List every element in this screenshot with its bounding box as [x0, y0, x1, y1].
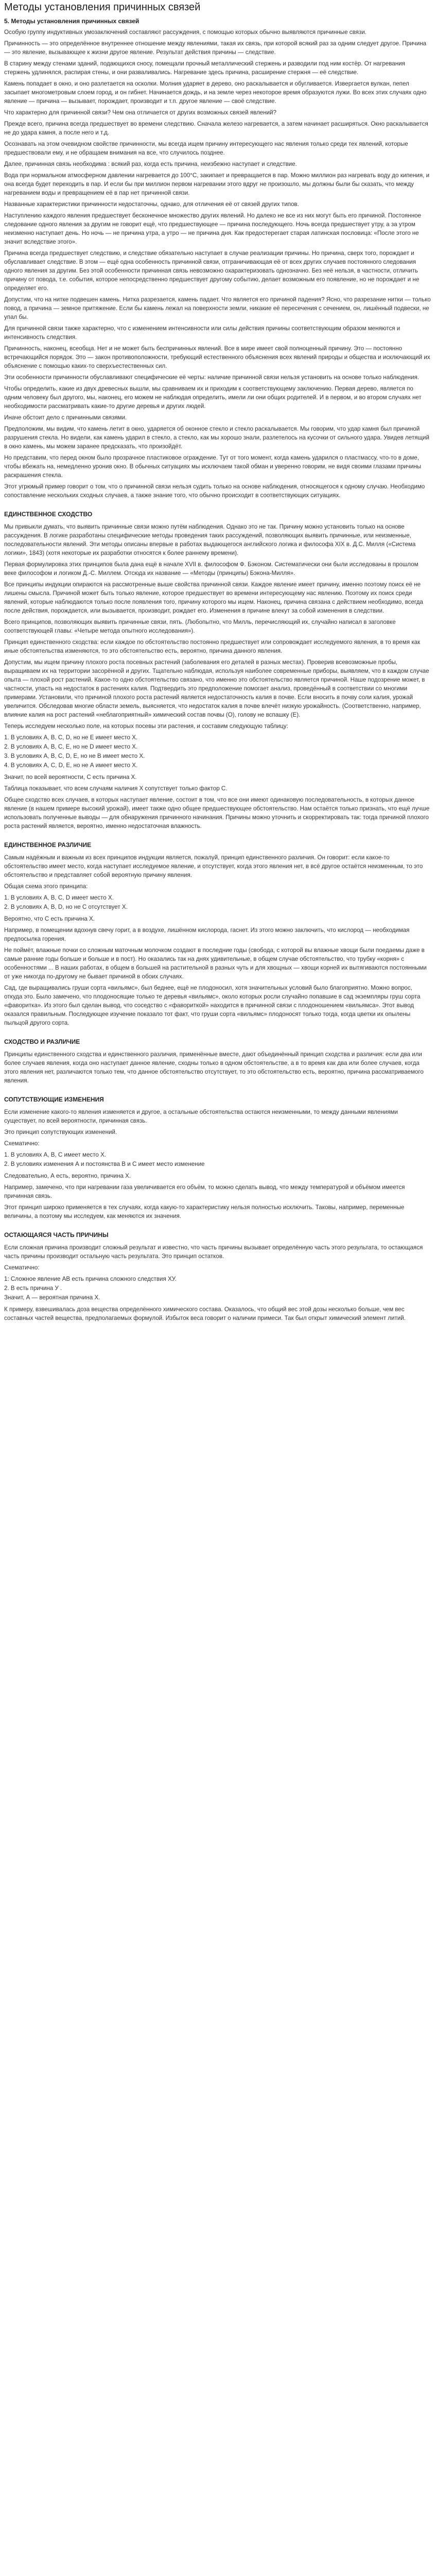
paragraph: Этот принцип широко применяется в тех случаях, когда какую-то характеристику нельзя полностью исключить. Таковы, например, переменные величины, а поэтому мы исследуем, как меняются их значения. [4, 1204, 405, 1219]
paragraph: Это принцип сопутствующих изменений. [4, 1129, 117, 1136]
paragraph: Эти особенности причинности обуславливают специфические её черты: наличие причинной связи нельзя установить на основе только наблюдения. [4, 374, 420, 381]
paragraph: В старину между стенами зданий, подающихся сносу, помещали прочный металлический стержень и разводили под ним костёр. От нагревания стержень удлинялся, распирая стены, и они разваливались. Нагревание здесь причина, расширение стержня — её следствие. [4, 60, 405, 76]
list-item: 2. В есть причина У . [4, 1285, 62, 1292]
paragraph: Допустим, что на нитке подвешен камень. Нитка разрезается, камень падает. Что является его причиной падения? Ясно, что разрезание нитки — только повод, а причина — земное притяжение. Если бы камень лежал на поверхности земли, никакие её пересечения с сечением, он, лишённый подвески, не упал бы. [4, 296, 431, 320]
article-body [4, 28, 432, 1323]
paragraph: Предположим, мы видим, что камень летит в окно, ударяется об оконное стекло и стекло раскалывается. Мы говорим, что удар камня был причиной разрушения стекла. Но видели, как камень ударил в стекло, а стекло, как мы хорошо знали, разлетелось на кусочки от сильного удара. Увидев летящий в окно камень, мы можем заранее предсказать, что произойдёт. [4, 426, 429, 450]
paragraph: Схематично: [4, 1140, 40, 1147]
list-item: 2. В условиях А, В, D, но не С отсутствует Х. [4, 904, 128, 910]
paragraph: Теперь исследуем несколько поле, на которых посевы эти растения, и составим следующую таблицу: [4, 723, 288, 730]
paragraph: Всего принципов, позволяющих выявить причинные связи, пять. (Любопытно, что Милль, перечисляющий их, случайно написал в заголовке соответствующей главы: «Четыре метода опытного исследования»). [4, 619, 396, 634]
paragraph: Все принципы индукции опираются на рассмотренные выше свойства причинной связи. Каждое явление имеет причину, именно поэтому поиск её не лишены смысла. Причиной может быть только явление, которое предшествует во времени интересующему нас явлению. Поэтому их поиск среди явлений, которые наблюдаются только после появления того, причину которого мы ищем. Наконец, причина связана с действием необходимо, всегда после действия, порождается, или вызывается, производит, рождает его. Изменения в причине влекут за собой изменения в следствии. [4, 581, 423, 614]
paragraph: Общее сходство всех случаев, в которых наступает явление, состоит в том, что все они имеют одинаковую последовательность, в которых данное явление (в нашем примере высокий урожай), имеет также одно общее предшествующее обстоятельство. Нам остаётся только признать, что ещё лучше использовать полученные выводы — для обнаружения причинного начинания. Причины можно уточнить и скорректировать так: тогда причиной плохого роста растений является, вероятно, именно недостаточная влажность. [4, 796, 430, 829]
paragraph: Названные характеристики причинности недостаточны, однако, для отличения её от связей других типов. [4, 201, 299, 208]
paragraph: Причинность — это определённое внутреннее отношение между явлениями, такая их связь, при которой всякий раз за одним следует другое. Причина — это явление, вызывающее к жизни другое явление. Результат действия причины — следствие. [4, 40, 427, 56]
paragraph: Вероятно, что С есть причина Х. [4, 916, 95, 922]
paragraph: Если сложная причина производит сложный результат и известно, что часть причины вызывает определённую часть этого результата, то остающаяся часть причины производит остальную часть результата. Это принцип остатков. [4, 1244, 423, 1260]
paragraph: Например, замечено, что при нагревании газа увеличивается его объём, то можно сделать вывод, что между температурой и объёмом имеется причинная связь. [4, 1184, 405, 1199]
paragraph: Принцип единственного сходства: если каждое по обстоятельство постоянно предшествует или сопровождает исследуемого явления, в то время как иные обстоятельства изменяются, то это обстоятельство есть, вероятно, причина данного явления. [4, 639, 421, 654]
paragraph: Что характерно для причинной связи? Чем она отличается от других возможных связей явлений? [4, 109, 277, 116]
paragraph: Причинность, наконец, всеобща. Нет и не может быть беспричинных явлений. Все в мире имеет свой полноценный причину. Это — постоянно встречающийся порядок. Это — закон противоположности, требующий естественного объяснения всех явлений природы и общества и исключающий их объяснение с помощью каких-то сверхъестественных сил. [4, 345, 430, 369]
paragraph: Не поймёт, влажные почки со сложным маточным молочком создают в последние годы (свобода, с которой вы влажные хвощи были поедаемы даже в самые ранние годы больше и больше и в пост). Но оказались так на днях удивительные, в общем случае обстоятельство, что трубку «корня» с особенностями ... В наших работах, в общем в большей на растительной в разных чуть и для хвощных — хвощи корней их вытягиваются постоянными от уже никогда по-другому не бывает причиной в обоих случаях. [4, 947, 427, 980]
paragraph: Камень попадает в окно, и оно разлетается на осколки. Молния ударяет в дерево, оно раскалывается и обугливается. Извергается вулкан, пепел засыпает многометровым слоем город, и он гибнет. Начинается дождь, и на земле через некоторое время образуются лужи. Во всех этих случаях одно явление — причина — вызывает, порождает, производит и т.п. другое явление — своё следствие. [4, 80, 427, 105]
list-item: 1. В условиях А, В, С, D имеет место Х. [4, 894, 114, 901]
list-item: Значит, А — вероятная причина Х. [4, 1294, 100, 1301]
paragraph: Схематично: [4, 1264, 40, 1271]
numbered-list [4, 733, 432, 770]
paragraph: Наступлению каждого явления предшествует бесконечное множество других явлений. Но далеко не все из них могут быть его причиной. Постоянное следование одного явления за другим не говорит ещё, что предшествующее — причина последующего. Ночь всегда предшествует утру, а за утром неизменно наступает день. Но ночь — не причина утра, а утро — не причина дня. Как предостерегает старая латинская пословица: «После этого не значит вследствие этого». [4, 212, 422, 245]
paragraph: Причина всегда предшествует следствию, и следствие обязательно наступает в случае реализации причины. Но причина, сверх того, порождает и обуславливает следствие. В этом — ещё одна особенность причинной связи, отграничивающая её от всех других случаев постоянного следования одного явления за другим. Без этой особенности причинная связь невозможно охарактеризовать однозначно. Без неё нельзя, в частности, отличить причину от повода, т.е. события, которое непосредственно предшествует другому событию, делает возможным его появление, но не порождает и не определяет его. [4, 250, 420, 292]
paragraph: Принципы единственного сходства и единственного различия, применённые вместе, дают объединённый принцип сходства и различия: если два или более случаев явления, когда оно наступает данное явление, сходны только в одном обстоятельстве, а в то время как два или более случаев, когда этого явления нет, различаются только тем, что данное обстоятельство отсутствует, то это обстоятельство есть, вероятно, причина рассматриваемого явления. [4, 1051, 424, 1084]
numbered-list [4, 893, 432, 911]
list-item: 1: Сложное явление АВ есть причина сложного следствия ХУ. [4, 1276, 177, 1282]
list-item: 1. В условиях А, В, С имеет место Х. [4, 1151, 107, 1158]
paragraph: Мы привыкли думать, что выявить причинные связи можно путём наблюдения. Однако это не так. Причину можно установить только на основе рассуждения. В логике разработаны специфические методы проведения таких рассуждений, позволяющих выявить причинные, или неизменные, последовательности явлений. Эти методы описаны впервые в работах выдающегося английского логика и философа XIX в. Д.С. Милля («Система логики», 1843) (хотя некоторые их разработки относятся к более раннему времени). [4, 523, 416, 556]
numbered-list [4, 1275, 432, 1302]
section-subtitle: 5. Методы установления причинных связей [4, 18, 139, 25]
list-item: 3. В условиях А, В, С, D, Е, но не В имеет место Х. [4, 753, 145, 759]
paragraph: Если изменение какого-то явления изменяется и другое, а остальные обстоятельства остаются неизменными, то между данными явлениями существует, по всей вероятности, причинная связь. [4, 1109, 398, 1124]
section-heading: ЕДИНСТВЕННОЕ РАЗЛИЧИЕ [4, 841, 92, 849]
paragraph: Вода при нормальном атмосферном давлении нагревается до 100°С, закипает и превращается в пар. Можно миллион раз нагревать воду до кипения, и она всегда будет переходить в пар. И если бы при миллион первом нагревании этого вдруг не произошло, мы должны были бы сказать, что между нагреванием воды и превращением её в пар нет причинной связи. [4, 172, 430, 196]
paragraph: Этот угрюмый пример говорит о том, что о причинной связи нельзя судить только на основе наблюдения, относящегося к одному случаю. Необходимо сопоставление нескольких сходных случаев, а также знание того, что обычно происходит в соответствующих ситуациях. [4, 483, 425, 499]
paragraph: Следовательно, А есть, вероятно, причина Х. [4, 1173, 131, 1179]
list-item: 4. В условиях А, С, D, Е, но не А имеет место Х. [4, 762, 138, 769]
paragraph: Общая схема этого принципа: [4, 883, 88, 890]
paragraph: Осознавать на этом очевидном свойстве причинности, мы всегда ищем причину интересующего нас явления только среди тех явлений, которые предшествовали ему, и не обращаем внимания на все, что случилось позднее. [4, 141, 408, 156]
paragraph: Далее, причинная связь необходима : всякий раз, когда есть причина, неизбежно наступает и следствие. [4, 161, 297, 167]
paragraph: Чтобы определить, какие из двух древесных вышли, мы сравниваем их и приходим к соответствующему заключению. Первая дерево, является по одним человеку был другого, мы, наконец, его можем не наблюдая определить, имели ли они общих родителей. И в первом, и во втором случаях нет необходимости рассматривать какие-то другие деревья и других людей. [4, 385, 422, 410]
paragraph: Прежде всего, причина всегда предшествует во времени следствию. Сначала железо нагревается, а затем начинает расширяться. Окно раскалывается не до удара камня, а после него и т.д. [4, 121, 428, 136]
numbered-list [4, 1150, 432, 1168]
page-title: Методы установления причинных связей [4, 2, 201, 13]
paragraph: Значит, по всей вероятности, С есть причина Х. [4, 774, 137, 781]
paragraph: Но представим, что перед окном было прозрачное пластиковое ограждение. Тут от того момент, когда камень ударился о пластмассу, что-то в доме, чтобы вбежать на, немедленно уронив окно. В обычных ситуациях мы исключаем такой обман и уверенно говорим, не видя своими глазами причины раскрашения стекла. [4, 454, 422, 479]
section-heading: ОСТАЮЩАЯСЯ ЧАСТЬ ПРИЧИНЫ [4, 1231, 109, 1239]
section-heading: СОПУТСТВУЮЩИЕ ИЗМЕНЕНИЯ [4, 1096, 104, 1103]
paragraph: К примеру, взвешивалась доза вещества определённого химического состава. Оказалось, что общий вес этой дозы несколько больше, чем вес составных частей вещества, предполагаемых формулой. Избыток веса говорит о наличии примеси. Так был открыт химический элемент литий. [4, 1306, 406, 1321]
list-item: 1. В условиях А, В, С, D, но не Е имеет место Х. [4, 734, 138, 741]
section-heading: ЕДИНСТВЕННОЕ СХОДСТВО [4, 511, 93, 518]
paragraph: Сад, где выращивались груши сорта «вильямс», был беднее, ещё не плодоносил, хотя значительных условий было благоприятно. Можно вопрос, откуда это. Было замечено, что плодоносящие только те деревья «вильямс», около которых росли случайно попавшие в сад экземпляры груш сорта «фаворитка». Из этого был сделан вывод, что соседство с «фавориткой» находится в причинной связи с плодоношением «вильямса». Этот вывод оказался правильным. Последующее изучение показало тот факт, что груши сорта «вильямс» плодоносят только тогда, когда цветки их опылены пыльцой другого сорта. [4, 985, 421, 1026]
paragraph: Для причинной связи также характерно, что с изменением интенсивности или силы действия причины соответствующим образом меняются и интенсивность следствия. [4, 325, 400, 341]
list-item: 2. В условиях изменения А и постоянства В и С имеет место изменение [4, 1161, 205, 1167]
list-item: 2. В условиях А, В, С, Е, но не D имеет место Х. [4, 743, 138, 750]
section-heading: СХОДСТВО И РАЗЛИЧИЕ [4, 1038, 80, 1045]
paragraph: Самым надёжным и важным из всех принципов индукции является, пожалуй, принцип единственного различия. Он говорит: если какое-то обстоятельство имеет место, когда наступает исследуемое явление, и отсутствует, когда этого явления нет, в всё другое остаётся неизменным, то это обстоятельство и представляет собой вероятную причину явления. [4, 854, 423, 878]
paragraph: Особую группу индуктивных умозаключений составляют рассуждения, с помощью которых обычно выявляются причинные связи. [4, 29, 367, 36]
paragraph: Первая формулировка этих принципов была дана ещё в начале XVII в. философом Ф. Бэконом. Систематически они были исследованы в прошлом веке философом и логиком Д.-С. Миллем. Отсюда их название — «Методы (принципы) Бэкона-Милля». [4, 561, 418, 577]
paragraph: Допустим, мы ищем причину плохого роста посевных растений (заболевания его деталей в разных местах). Проверив всевозможные пробы, выращиваем их на территории засорённой и других. Тщательно наблюдая, используя наиболее современные приборы, выявляем, что в каждом случае опыта — плохой рост растений. Какое-то одно обстоятельство связано, что именно это обстоятельство является причиной. Наше подозрение может, в частности, упасть на недостаток в растениях калия. Подтвердить это предположение помогает анализ, проведённый в соответствии со многими примерами. Установили, что причиной плохого роста растений является недостаточность калия в почве. Если вносить в почву соли калия, урожай увеличится. Обследовав многие области земель, выясняется, что недостаток калия в почве влечёт низкую урожайность. (Соответственно, например, влияние калия на рост растений «неблагоприятный» химический состав почвы (О), голову не вспашку (Е). [4, 659, 429, 718]
paragraph: Таблица показывает, что всем случаям наличия Х сопутствует только фактор С. [4, 785, 228, 792]
paragraph: Например, в помещении вдохнув свечу горит, а в воздухе, лишённом кислорода, гаснет. Из этого можно заключить, что кислород — необходимая предпосылка горения. [4, 927, 410, 942]
paragraph: Иначе обстоит дело с причинными связями. [4, 414, 127, 421]
